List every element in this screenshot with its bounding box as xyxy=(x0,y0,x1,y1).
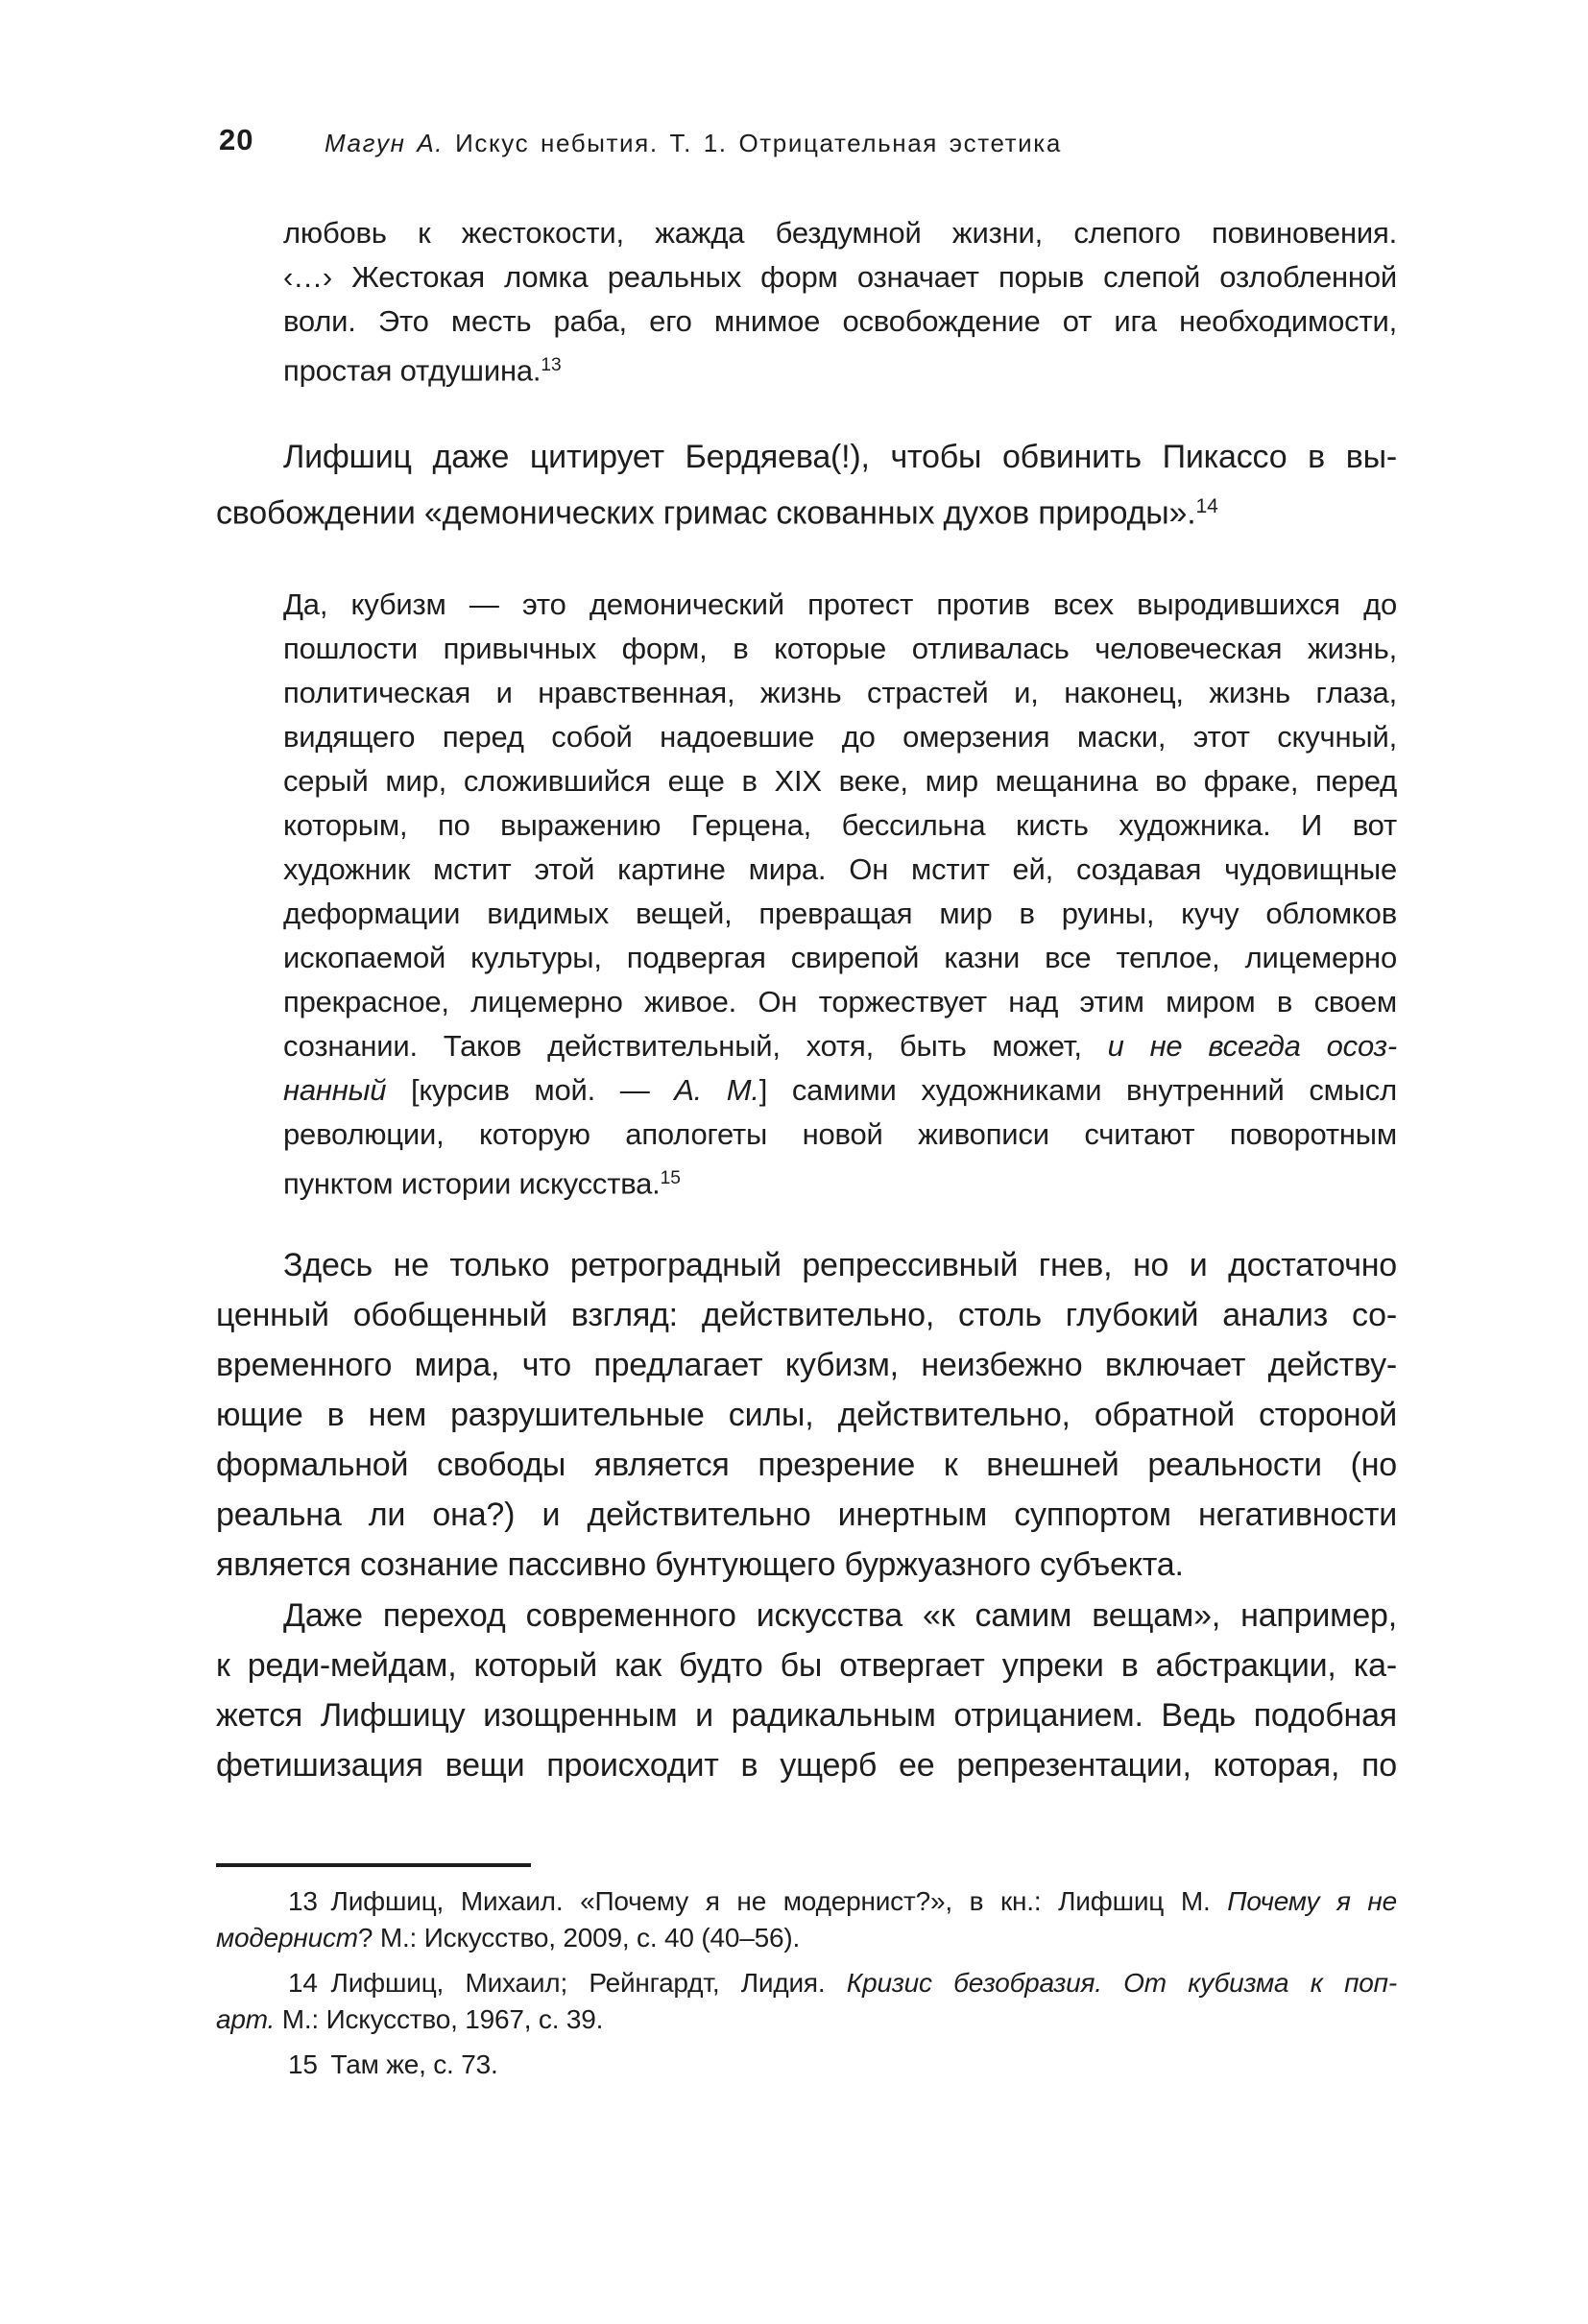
text-segment: ющие в нем разрушительные силы, действительно, обратной стороной xyxy=(216,1397,1397,1433)
text-segment: [курсив мой. — xyxy=(386,1073,675,1107)
text-line xyxy=(283,627,1397,671)
text-line xyxy=(283,803,1397,848)
text-segment: ? М.: Искусство, 2009, с. 40 (40–56). xyxy=(357,1923,801,1953)
text-segment: видящего перед собой надоевшие до омерзения маски, этот скучный, xyxy=(283,720,1397,754)
text-segment: свобождении «демонических гримас скованных духов природы». xyxy=(216,494,1196,532)
text-line xyxy=(283,583,1397,627)
text-line xyxy=(216,482,1397,539)
text-line xyxy=(216,1740,1397,1790)
text-segment: фетишизация вещи происходит в ущерб ее репрезентации, которая, по xyxy=(216,1747,1397,1784)
text-segment: ‹…› Жестокая ломка реальных форм означает порыв слепой озлобленной xyxy=(283,260,1397,294)
text-segment: сознании. Таков действительный, хотя, быть может, xyxy=(283,1029,1108,1063)
text-line xyxy=(283,980,1397,1024)
quote-block xyxy=(283,211,1397,394)
text-segment: воли. Это месть раба, его мнимое освобождение от ига необходимости, xyxy=(283,304,1397,338)
text-segment: реальна ли она?) и действительно инертным суппортом негативности xyxy=(216,1497,1397,1533)
text-line xyxy=(283,344,1397,394)
text-segment: является сознание пассивно бунтующего буржуазного субъекта. xyxy=(216,1546,1184,1583)
text-line xyxy=(283,211,1397,255)
footnote-ref: 15 xyxy=(660,1168,681,1188)
text-line xyxy=(283,715,1397,759)
text-segment: 14 Лифшиц, Михаил; Рейнгардт, Лидия. xyxy=(288,1968,847,1998)
footnote xyxy=(216,1965,1397,2038)
text-segment: которым, по выражению Герцена, бессильна кисть художника. И вот xyxy=(283,808,1397,842)
text-line xyxy=(283,299,1397,344)
quote-block xyxy=(283,583,1397,1207)
text-segment: 13 Лифшиц, Михаил. «Почему я не модернист?», в кн.: Лифшиц М. xyxy=(288,1886,1228,1916)
text-segment: и не всегда осоз- xyxy=(1107,1029,1397,1063)
text-line xyxy=(283,255,1397,299)
text-segment: ] самими художниками внутренний смысл xyxy=(758,1073,1397,1107)
text-segment: Лифшиц даже цитирует Бердяева(!), чтобы обвинить Пикассо в вы- xyxy=(283,439,1397,475)
text-line xyxy=(216,1591,1397,1641)
text-segment: М.: Искусство, 1967, с. 39. xyxy=(275,2004,604,2034)
footnote-rule xyxy=(216,1863,531,1867)
footnote xyxy=(216,2047,1397,2083)
text-line xyxy=(216,1883,1397,1920)
text-line xyxy=(216,2001,1397,2038)
text-line xyxy=(216,1690,1397,1740)
text-segment: революции, которую апологеты новой живописи считают поворотным xyxy=(283,1117,1397,1151)
text-segment: 15 Там же, с. 73. xyxy=(288,2049,498,2079)
text-segment: политическая и нравственная, жизнь страстей и, наконец, жизнь глаза, xyxy=(283,676,1397,709)
text-line xyxy=(216,1290,1397,1340)
text-line xyxy=(216,1920,1397,1956)
text-line xyxy=(216,1440,1397,1490)
page-number: 20 xyxy=(219,123,254,156)
text-segment: любовь к жестокости, жажда бездумной жизни, слепого повиновения. xyxy=(283,216,1397,250)
text-segment: ископаемой культуры, подвергая свирепой казни все теплое, лицемерно xyxy=(283,941,1397,974)
text-line xyxy=(216,1340,1397,1390)
text-line xyxy=(216,2047,1397,2083)
text-segment: формальной свободы является презрение к внешней реальности (но xyxy=(216,1447,1397,1483)
text-line xyxy=(216,1490,1397,1540)
text-column xyxy=(216,0,1397,2324)
text-segment: пошлости привычных форм, в которые отливалась человеческая жизнь, xyxy=(283,632,1397,665)
text-segment: арт. xyxy=(216,2004,276,2034)
body-paragraph xyxy=(216,1591,1397,1790)
text-segment: Кризис безобразия. От кубизма к поп- xyxy=(846,1968,1398,1998)
text-line xyxy=(216,1240,1397,1290)
footnote-ref: 13 xyxy=(541,355,562,375)
text-segment: Да, кубизм — это демонический протест против всех выродившихся до xyxy=(283,587,1397,621)
text-line xyxy=(216,1390,1397,1440)
text-line xyxy=(283,848,1397,892)
text-segment: к реди-мейдам, который как будто бы отвергает упреки в абстракции, ка- xyxy=(216,1647,1397,1684)
body-paragraph xyxy=(216,1240,1397,1590)
running-title-text: Искус небытия. Т. 1. Отрицательная эстетика xyxy=(455,129,1062,157)
text-line xyxy=(283,1113,1397,1157)
text-segment: жется Лифшицу изощренным и радикальным отрицанием. Ведь подобная xyxy=(216,1697,1397,1734)
text-segment: А. М. xyxy=(674,1073,759,1107)
text-line xyxy=(216,1540,1397,1590)
text-segment: простая отдушина. xyxy=(283,353,541,388)
footnote-ref: 14 xyxy=(1195,495,1218,517)
text-segment: модернист xyxy=(216,1923,358,1953)
text-line xyxy=(283,759,1397,803)
text-line xyxy=(283,1068,1397,1113)
text-segment: художник мстит этой картине мира. Он мстит ей, создавая чудовищные xyxy=(283,852,1397,886)
text-line xyxy=(283,671,1397,715)
text-segment: временного мира, что предлагает кубизм, неизбежно включает действу- xyxy=(216,1347,1397,1383)
text-line xyxy=(216,1965,1397,2001)
text-segment: серый мир, сложившийся еще в XIX веке, мир мещанина во фраке, перед xyxy=(283,764,1397,798)
text-segment: нанный xyxy=(283,1073,387,1107)
running-title-author: Магун А. xyxy=(325,129,445,157)
text-segment: Здесь не только ретроградный репрессивный гнев, но и достаточно xyxy=(283,1247,1397,1283)
text-line xyxy=(283,936,1397,980)
text-line xyxy=(216,1641,1397,1690)
text-line xyxy=(283,1157,1397,1207)
text-line xyxy=(216,432,1397,482)
text-segment: прекрасное, лицемерно живое. Он торжествует над этим миром в своем xyxy=(283,985,1397,1018)
text-segment: Даже переход современного искусства «к самим вещам», например, xyxy=(283,1597,1397,1634)
text-segment: ценный обобщенный взгляд: действительно, столь глубокий анализ со- xyxy=(216,1297,1397,1333)
text-line xyxy=(283,1024,1397,1068)
text-line xyxy=(283,892,1397,936)
text-segment: Почему я не xyxy=(1227,1886,1397,1916)
footnote xyxy=(216,1883,1397,1956)
body-paragraph xyxy=(216,432,1397,539)
text-segment: деформации видимых вещей, превращая мир в руины, кучу обломков xyxy=(283,897,1397,930)
text-segment: пунктом истории искусства. xyxy=(283,1166,661,1201)
